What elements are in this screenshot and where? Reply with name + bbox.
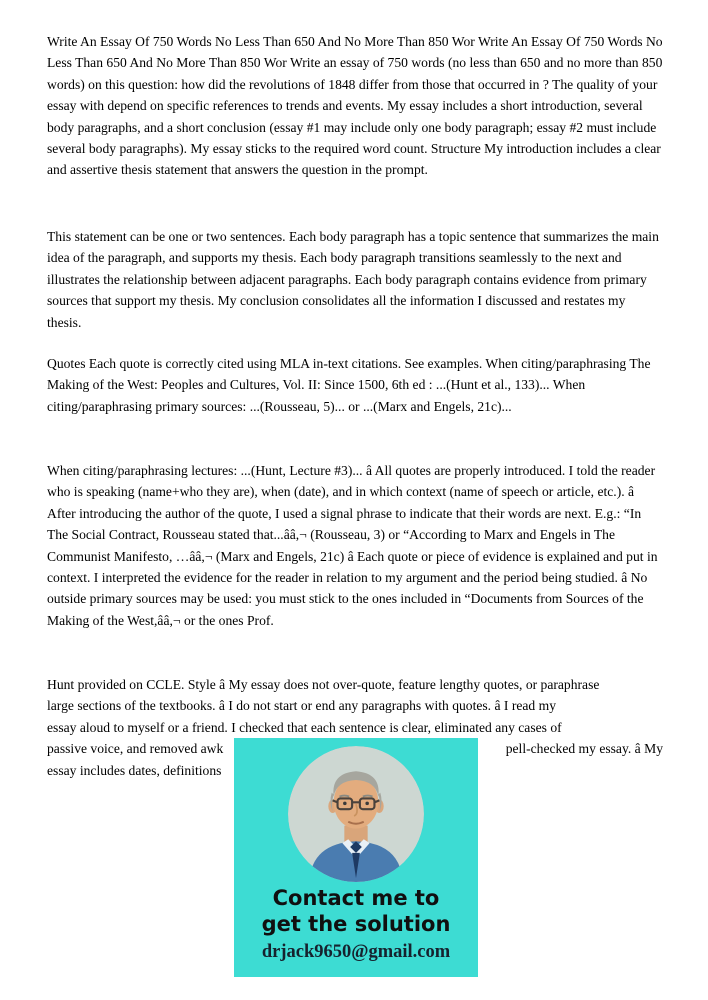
man-portrait-icon <box>288 746 424 882</box>
promo-box <box>234 738 478 977</box>
promo-heading <box>262 885 451 937</box>
paragraph-5-line-2: large sections of the textbooks. â I do not start or end any paragraphs with quotes. â I read my <box>47 698 556 714</box>
paragraph-5-line-4-right: pell-checked my essay. â My <box>505 741 663 757</box>
essay-paragraph-1: Write An Essay Of 750 Words No Less Than 650 And No More Than 850 Wor Write An Essay Of 750 Words No Less Than 650 And No More Than 850 Wor Write an essay of 750 words (no less than 650 and no more than 850 words) on this question: how did the revolutions of 1848 differ from those that occurred in ? The quality of your essay with depend on specific references to trends and events. My essay includes a short introduction, several body paragraphs, and a short conclusion (essay #1 may include only one body paragraph; essay #2 must include several body paragraphs). My essay sticks to the required word count. Structure My introduction includes a clear and assertive thesis statement that answers the question in the prompt. <box>47 34 663 178</box>
tutor-photo <box>288 746 424 882</box>
essay-paragraph-3: Quotes Each quote is correctly cited using MLA in-text citations. See examples. When citing/paraphrasing The Making of the West: Peoples and Cultures, Vol. II: Since 1500, 6th ed : ...(Hunt et al., 133)... When citing/paraphrasing primary sources: ...(Rousseau, 5)... or ...(Marx and Engels, 21c)... <box>47 356 651 414</box>
essay-paragraph-4: When citing/paraphrasing lectures: ...(Hunt, Lecture #3)... â All quotes are properly introduced. I told the reader who is speaking (name+who they are), when (date), and in which context (name of speech or article, etc.). â After introducing the author of the quote, I used a signal phrase to indicate that their words are next. E.g.: “In The Social Contract, Rousseau stated that...ââ,¬ (Rousseau, 3) or “According to Marx and Engels in The Communist Manifesto, …ââ,¬ (Marx and Engels, 21c) â Each quote or piece of evidence is explained and put in context. I interpreted the evidence for the reader in relation to my argument and the period being studied. â No outside primary sources may be used: you must stick to the ones included in “Documents from Sources of the Making of the West,ââ,¬ or the ones Prof. <box>47 463 658 628</box>
promo-email: drjack9650@gmail.com <box>261 942 451 962</box>
essay-paragraph-2: This statement can be one or two sentences. Each body paragraph has a topic sentence that summarizes the main idea of the paragraph, and supports my thesis. Each body paragraph transitions seamlessly to the next and illustrates the relationship between adjacent paragraphs. Each body paragraph contains evidence from primary sources that support my thesis. My conclusion consolidates all the information I discussed and restates my thesis. <box>47 229 659 330</box>
promo-heading-line-2: get the solution <box>261 912 451 936</box>
paragraph-5-line-5: essay includes dates, definitions <box>47 762 222 778</box>
paragraph-5-line-4-left: passive voice, and removed awk <box>47 741 224 757</box>
promo-heading-line-1: Contact me to <box>272 886 440 910</box>
paragraph-5-line-1: Hunt provided on CCLE. Style â My essay does not over-quote, feature lengthy quotes, or paraphrase <box>47 677 600 692</box>
paragraph-5-line-3: essay aloud to myself or a friend. I checked that each sentence is clear, eliminated any cases of <box>47 719 562 735</box>
